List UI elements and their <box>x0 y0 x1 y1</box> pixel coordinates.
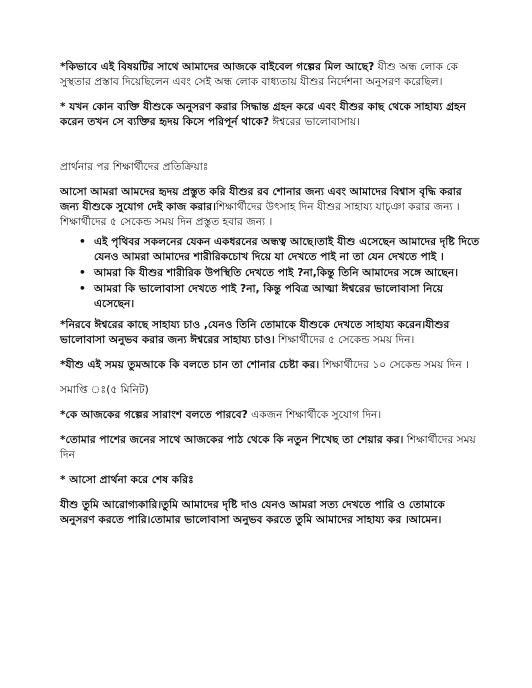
silent-prayer-bold: *নিরবে ঈশ্বরের কাছে সাহায্য চাও ,যেনও তিনি তোমাকে যীশুকে দেখতে সাহায্য করেন।যীশুর ভালোবাসা অনুভব করার জন্য ঈশ্বরের সাহায্য চাও। <box>60 319 450 346</box>
list-item: • আমরা কি যীশুর শারীরিক উপস্থিতি দেখতে পাই ?না,কিন্তু তিনি আমাদের সঙ্গে আছেন। <box>94 266 480 281</box>
listen-paragraph <box>60 358 480 373</box>
summary-question-bold: *কে আজকের গল্পের সারাংশ বলতে পারবে? <box>60 409 248 421</box>
conclusion-heading: সমাপ্তি ঃ(৫ মিনিট) <box>60 384 149 396</box>
document-page <box>60 60 480 528</box>
share-instruction: শিক্ষার্থীদের সময় দিন <box>60 434 476 461</box>
list-item: • আমরা কি ভালোবাসা দেখতে পাই ?না, কিন্তু পবিত্র আত্মা ঈশ্বরের ভালোবাসা নিয়ে এসেছেন। <box>94 282 480 312</box>
question-bible-connection <box>60 60 480 90</box>
prayer-intro-bold: আসো আমরা আমদের হৃদয় প্রস্তুত করি যীশুর রব শোনার জন্য এবং আমাদের বিশ্বাস বৃদ্ধি করার জন্য যীশুকে সুযোগ দেই কাজ করার। <box>60 186 462 213</box>
share-bold: *তোমার পাশের জনের সাথে আজকের পাঠ থেকে কি নতুন শিখেছ তা শেয়ার কর। <box>60 434 404 446</box>
question-text: * যখন কোন ব্যক্তি যীশুকে অনুসরণ করার সিদ্ধান্ত গ্রহন করে এবং যীশুর কাছ থেকে সাহায্য গ্রহন করেন তখন সে ব্যক্তির হৃদয় কিসে পরিপূর্ন থাকে? <box>60 101 466 128</box>
prayer-intro-paragraph <box>60 185 480 230</box>
share-paragraph <box>60 433 480 463</box>
silent-prayer-instruction: শিক্ষার্থীদের ৫ সেকেন্ড সময় দিন। <box>274 334 415 346</box>
prayer-response-heading: প্রার্থনার পর শিক্ষার্থীদের প্রতিক্রিয়াঃ <box>60 161 209 173</box>
answer-text: যীশু অন্ধ লোক কে সুস্থতার প্রস্তাব দিয়েছিলেন এবং সেই অন্ধ লোক বাধ্যতায় যীশুর নির্দেশনা অনুসরণ করেছিল। <box>60 61 458 88</box>
closing-prayer-text: যীশু তুমি আরোগ্যকারি।তুমি আমাদের দৃষ্টি দাও যেনও আমরা সত্য দেখতে পারি ও তোমাকে অনুসরণ করতে পারি।তোমার ভালোবাসা অনুভব করতে তুমি আমাদের সাহায্য কর ।আমেন। <box>60 499 445 526</box>
listen-instruction: শিক্ষার্থীদের ১০ সেকেন্ড সময় দিন । <box>319 359 469 371</box>
bullet-list <box>60 235 480 312</box>
closing-prayer-heading: * আসো প্রার্থনা করে শেষ করিঃ <box>60 474 194 486</box>
silent-prayer-paragraph <box>60 318 480 348</box>
summary-question <box>60 408 480 423</box>
answer-text: ঈশ্বরের ভালোবাসায়। <box>269 116 360 128</box>
list-item: • এই পৃথিবর সকলনের যেকন একধরনের অন্ধত্ব আছে।তাই যীশু এসেছেন আমাদের দৃষ্টি দিতে যেনও আমরা আমাদের শারীরিকচোখ দিয়ে যা দেখতে পাই না তা যেন দেখতে পাই । <box>94 235 480 265</box>
listen-bold: *যীশু এই সময় তুমআকে কি বলতে চান তা শোনার চেষ্টা কর। <box>60 359 320 371</box>
question-text: *কিভাবে এই বিষয়টির সাথে আমাদের আজকে বাইবেল গল্পের মিল আছে? <box>60 61 375 73</box>
prayer-intro-instruction: শিক্ষার্থীদের উৎসাহ দিন যীশুর সাহায্য যাচ্‌ঞা করার জন্য । শিক্ষার্থীদের ৫ সেকেন্ড সময় দিন প্রস্তুত হবার জন্য । <box>60 201 460 228</box>
summary-instruction: একজন শিক্ষার্থীকে সুযোগ দিন। <box>247 409 382 421</box>
question-heart-filled <box>60 100 480 130</box>
